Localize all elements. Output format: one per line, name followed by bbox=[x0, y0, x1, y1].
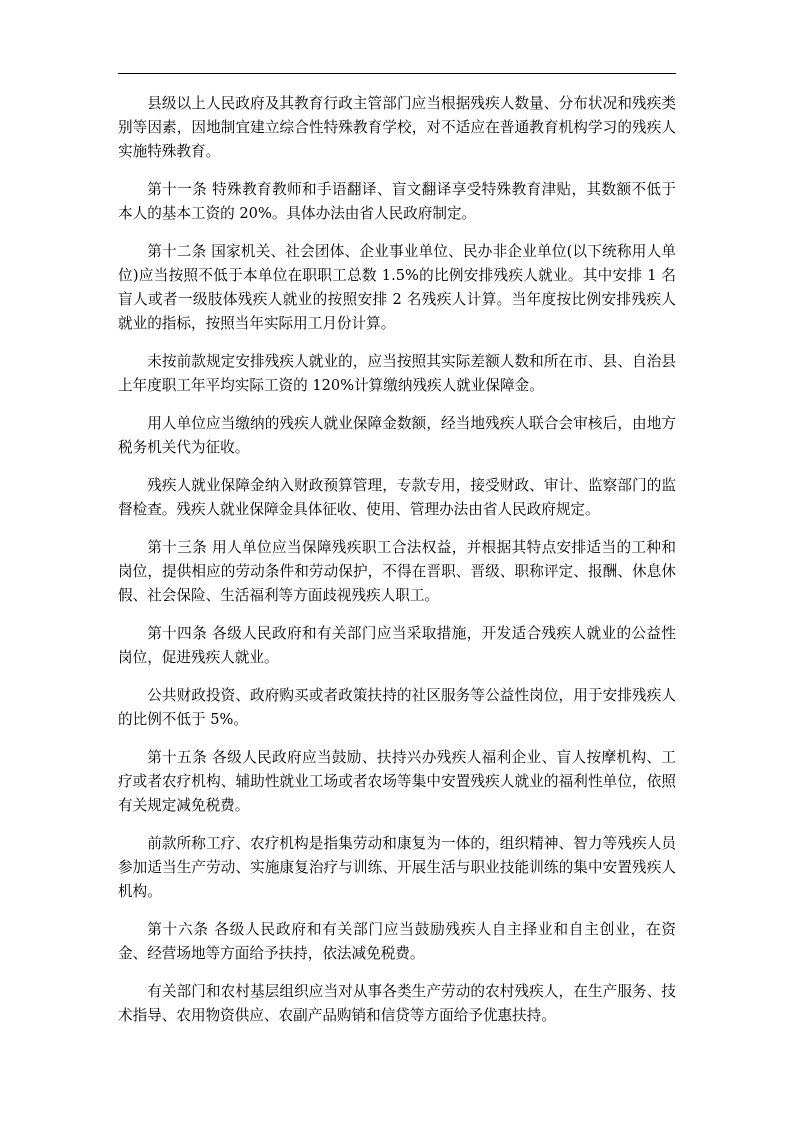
paragraph: 未按前款规定安排残疾人就业的，应当按照其实际差额人数和所在市、县、自治县上年度职工年平均实际工资的 120%计算缴纳残疾人就业保障金。 bbox=[118, 353, 676, 394]
paragraph: 用人单位应当缴纳的残疾人就业保障金数额，经当地残疾人联合会审核后，由地方税务机关代为征收。 bbox=[118, 415, 676, 456]
paragraph: 第十一条 特殊教育教师和手语翻译、盲文翻译享受特殊教育津贴，其数额不低于本人的基本工资的 20%。具体办法由省人民政府制定。 bbox=[118, 181, 676, 222]
paragraph: 第十五条 各级人民政府应当鼓励、扶持兴办残疾人福利企业、盲人按摩机构、工疗或者农疗机构、辅助性就业工场或者农场等集中安置残疾人就业的福利性单位，依照有关规定减免税费。 bbox=[118, 749, 676, 814]
paragraph: 第十三条 用人单位应当保障残疾职工合法权益，并根据其特点安排适当的工种和岗位，提供相应的劳动条件和劳动保护，不得在晋职、晋级、职称评定、报酬、休息休假、社会保险、生活福利等方面歧视残疾人职工。 bbox=[118, 539, 676, 604]
paragraph: 第十二条 国家机关、社会团体、企业事业单位、民办非企业单位(以下统称用人单位)应当按照不低于本单位在职职工总数 1.5%的比例安排残疾人就业。其中安排 1 名盲人或者一级肢体残疾人就业的按照安排 2 名残疾人计算。当年度按比例安排残疾人就业的指标，按照当年实际用工月份计算。 bbox=[118, 243, 676, 332]
paragraph: 残疾人就业保障金纳入财政预算管理，专款专用，接受财政、审计、监察部门的监督检查。残疾人就业保障金具体征收、使用、管理办法由省人民政府规定。 bbox=[118, 477, 676, 518]
paragraph: 前款所称工疗、农疗机构是指集劳动和康复为一体的，组织精神、智力等残疾人员参加适当生产劳动、实施康复治疗与训练、开展生活与职业技能训练的集中安置残疾人机构。 bbox=[118, 835, 676, 900]
header-rule bbox=[118, 73, 676, 74]
document-body bbox=[118, 92, 676, 1042]
paragraph: 县级以上人民政府及其教育行政主管部门应当根据残疾人数量、分布状况和残疾类别等因素，因地制宜建立综合性特殊教育学校，对不适应在普通教育机构学习的残疾人实施特殊教育。 bbox=[118, 95, 676, 160]
paragraph: 有关部门和农村基层组织应当对从事各类生产劳动的农村残疾人，在生产服务、技术指导、农用物资供应、农副产品购销和信贷等方面给予优惠扶持。 bbox=[118, 983, 676, 1024]
paragraph: 公共财政投资、政府购买或者政策扶持的社区服务等公益性岗位，用于安排残疾人的比例不低于 5%。 bbox=[118, 687, 676, 728]
paragraph: 第十六条 各级人民政府和有关部门应当鼓励残疾人自主择业和自主创业，在资金、经营场地等方面给予扶持，依法减免税费。 bbox=[118, 921, 676, 962]
paragraph: 第十四条 各级人民政府和有关部门应当采取措施，开发适合残疾人就业的公益性岗位，促进残疾人就业。 bbox=[118, 625, 676, 666]
